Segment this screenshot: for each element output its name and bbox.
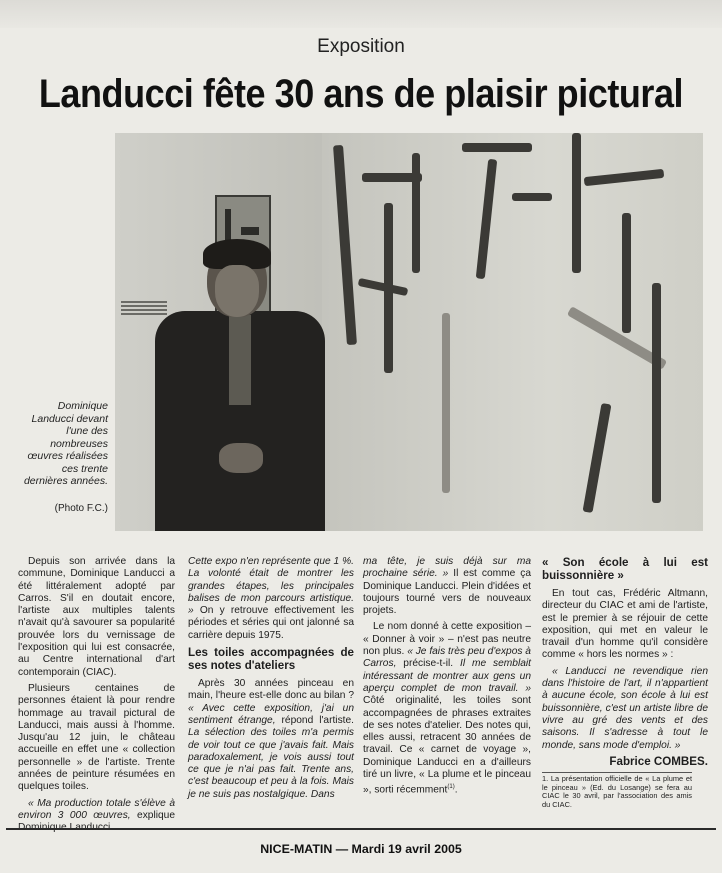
paragraph: En tout cas, Frédéric Altmann, directeur du CIAC et ami de l'artiste, est le premier à se réjouir de cette exposition, qui met en valeur le travail d'un homme qu'il considère comme « hors les normes » :	[542, 588, 708, 661]
headline: Landucci fête 30 ans de plaisir pictural	[38, 72, 684, 116]
footer-rule	[6, 828, 716, 830]
section-kicker: Exposition	[317, 36, 405, 57]
photo-credit: (Photo F.C.)	[54, 503, 108, 514]
paragraph: ma tête, je suis déjà sur ma prochaine série. » Il est comme ça Dominique Landucci. Plein d'idées et toujours tourné vers de nouveaux projets.	[363, 556, 531, 617]
paragraph: Le nom donné à cette exposition – « Donner à voir » – n'est pas neutre non plus. « Je fais très peu d'expos à Carros, précise-t-il. Il me semblait intéressant de montrer aux gens un aperçu complet de mon travail. » Côté originalité, les toiles sont accompagnées de phrases extraites de ses notes d'atelier. Des notes qui, elles aussi, retracent 30 années de travail. Ce « carnet de voyage », Dominique Landucci en a d'ailleurs tiré un livre, « La plume et le pinceau », sorti récemment$^{(1)}$.	[363, 621, 531, 796]
subheading: Les toiles accompagnées de ses notes d'ateliers	[188, 646, 354, 673]
paragraph: « Landucci ne revendique rien dans l'histoire de l'art, il n'appartient à aucune école, son école à lui est buissonnière, c'est un artiste libre de vivre au gré des vents et des saisons. Il s'adresse à tout le monde, sans mode d'emploi. »	[542, 665, 708, 751]
article-column-3	[363, 556, 531, 801]
article-column-2	[188, 556, 354, 805]
artist-figure	[155, 243, 325, 531]
paragraph: « Ma production totale s'élève à environ 3 000 œuvres, explique Dominique Landucci.	[18, 797, 175, 834]
paragraph: Depuis son arrivée dans la commune, Dominique Landucci a été littéralement adopté par Carros. S'il en doutait encore, l'artiste aux multiples talents n'avait qu'à savourer sa popularité prouvée lors du vernissage de l'exposition qui lui est consacrée, au Centre international d'art contemporain (CIAC).	[18, 556, 175, 678]
page-footer: NICE-MATIN — Mardi 19 avril 2005	[260, 842, 462, 856]
article-column-4	[542, 556, 708, 810]
photo-caption: Dominique Landucci devant l'une des nombreuses œuvres réalisées ces trente dernières années.	[23, 400, 108, 487]
article-column-1	[18, 556, 175, 839]
bleed-through-strip	[0, 0, 722, 28]
author-signature: Fabrice COMBES.	[609, 754, 708, 768]
paragraph: Plusieurs centaines de personnes étaient là pour rendre hommage au travail pictural de Landucci, mais aussi à l'homme. Jusqu'au 12 juin, le château accueille en effet une « collection personnelle » de l'artiste. Trente années de peinture résumées en quelques toiles.	[18, 682, 175, 793]
paragraph: Cette expo n'en représente que 1 %. La volonté était de montrer les grandes étapes, les principales balises de mon parcours artistique. » On y retrouve effectivement les périodes et séries qui ont jalonné sa carrière depuis 1975.	[188, 556, 354, 641]
article-photo	[115, 133, 703, 531]
footnote: 1. La présentation officielle de « La plume et le pinceau » (Ed. du Losange) se fera au CIAC le 30 avril, par l'association des amis du CIAC.	[542, 774, 692, 809]
subheading: « Son école à lui est buissonnière »	[542, 556, 708, 582]
large-painting	[322, 133, 703, 531]
paragraph: Après 30 années pinceau en main, l'heure est-elle donc au bilan ? « Avec cette exposition, j'ai un sentiment étrange, répond l'artiste. La sélection des toiles m'a permis de voir tout ce que j'avais fait. Mais paradoxalement, je vois aussi tout ce que je n'ai pas fait. Trente ans, c'est beaucoup et peu à la fois. Mais je ne suis pas nostalgique. Dans	[188, 678, 354, 800]
